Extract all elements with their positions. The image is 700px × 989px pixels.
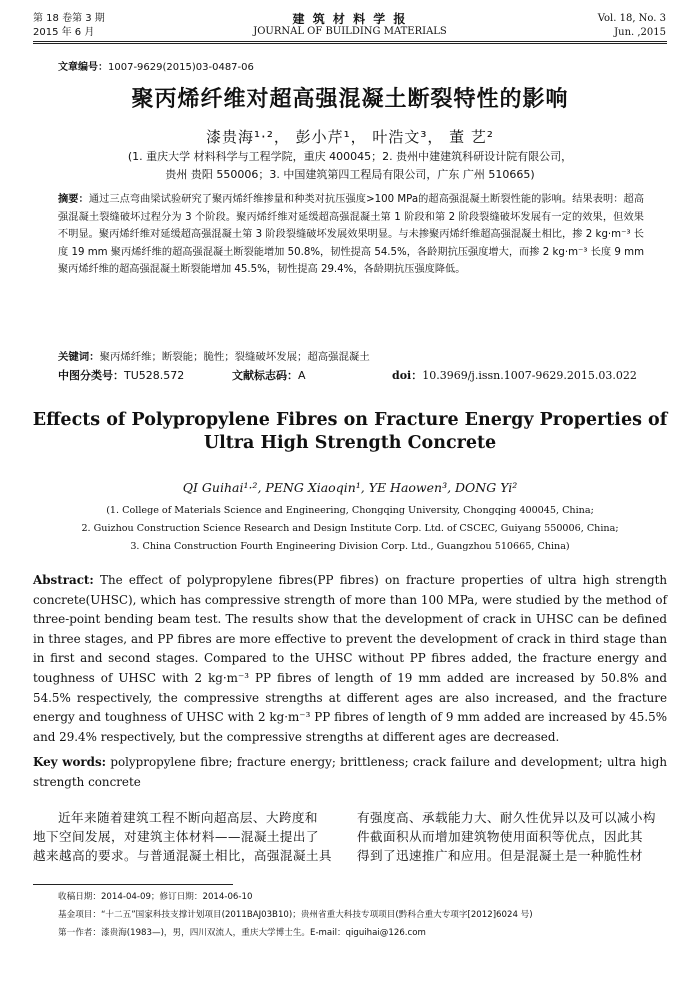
keywords-cn <box>58 348 370 363</box>
keywords-en <box>33 753 667 792</box>
keywords-en-text: polypropylene fibre; fracture energy; brittleness; crack failure and development; ultra high strength concrete <box>33 755 667 789</box>
affiliation-en-2: 2. Guizhou Construction Science Research and Design Institute Corp. Ltd. of CSCEC, Guiyang 550006, China; <box>81 523 619 534</box>
header-journal-en: JOURNAL OF BUILDING MATERIALS <box>253 26 447 37</box>
title-cn: 聚丙烯纤维对超高强混凝土断裂特性的影响 <box>131 87 569 112</box>
body-left-line-2: 地下空间发展，对建筑主体材料——混凝土提出了 <box>33 829 319 844</box>
header-rule-2 <box>33 43 667 44</box>
body-left-line-3: 越来越高的要求。与普通混凝土相比，高强混凝土具 <box>33 848 332 863</box>
header-date-cn: 2015 年 6 月 <box>33 27 95 38</box>
footnote-author: 第一作者：漆贵海(1983—)，男，四川双流人，重庆大学博士生。E-mail：qiguihai@126.com <box>58 928 426 938</box>
doc-code-value: A <box>298 369 306 382</box>
keywords-cn-text: 聚丙烯纤维；断裂能；脆性；裂缝破坏发展；超高强混凝土 <box>99 351 370 363</box>
affiliation-en-3: 3. China Construction Fourth Engineering Division Corp. Ltd., Guangzhou 510665, China) <box>130 541 570 552</box>
clc-value: TU528.572 <box>124 369 185 382</box>
doc-code <box>232 367 306 383</box>
doc-code-label: 文献标志码： <box>232 369 298 382</box>
doi-label: doi： <box>392 369 423 382</box>
header-volume-cn: 第 18 卷第 3 期 <box>33 13 105 24</box>
article-id-value: 1007-9629(2015)03-0487-06 <box>108 62 254 73</box>
abstract-en-text: The effect of polypropylene fibres(PP fibres) on fracture properties of ultra high strength concrete(UHSC), which has compressive strength of more than 100 MPa, were studied by the method of three-point bending beam test. The results show that the development of crack in UHSC can be defined in three stages, and PP fibres are more effective to prevent the development of crack in third stage than in first and second stages. Compared to the UHSC without PP fibres added, the fracture energy and toughness of UHSC with 2 kg·m⁻³ PP fibres of length of 19 mm added are increased by 50.8% and 54.5% respectively, the compressive strengths at different ages are also increased, and the fracture energy and toughness of UHSC with 2 kg·m⁻³ PP fibres of length of 9 mm added are increased by 45.5% and 29.4% respectively, but the compressive strengths at different ages are decreased. <box>33 573 668 744</box>
doi <box>392 367 637 383</box>
authors-en: QI Guihai¹·², PENG Xiaoqin¹, YE Haowen³, DONG Yi² <box>182 480 518 495</box>
header-volume-en: Vol. 18, No. 3 <box>597 13 666 24</box>
abstract-cn <box>58 191 644 279</box>
body-left-line-1: 近年来随着建筑工程不断向超高层、大跨度和 <box>58 810 318 825</box>
clc-number <box>58 367 184 383</box>
affiliation-cn-2: 贵州 贵阳 550006；3. 中国建筑第四工程局有限公司，广东 广州 510665) <box>165 168 535 181</box>
body-right-line-1: 有强度高、承载能力大、耐久性优异以及可以减小构 <box>357 810 656 825</box>
affiliation-cn-1: (1. 重庆大学 材料科学与工程学院，重庆 400045；2. 贵州中建建筑科研设计院有限公司， <box>127 150 573 163</box>
abstract-cn-text: 通过三点弯曲梁试验研究了聚丙烯纤维掺量和种类对抗压强度>100 MPa的超高强混凝土断裂性能的影响。结果表明：超高强混凝土裂缝破坏过程分为 3 个阶段。聚丙烯纤维对延缓超高强混凝土第 1 阶段和第 2 阶段裂缝破坏发展有一定的效果，但效果不明显。聚丙烯纤维对延缓超高强混凝土第 3 阶段裂缝破坏发展效果明显。与未掺聚丙烯纤维超高强混凝土相比，掺 2 kg·m⁻³ 长度 19 mm 聚丙烯纤维的超高强混凝土断裂能增加 50.8%，韧性提高 54.5%，各龄期抗压强度增大，而掺 2 kg·m⁻³ 长度 9 mm 聚丙烯纤维的超高强混凝土断裂能增加 45.5%，韧性提高 29.4%，各龄期抗压强度降低。 <box>58 194 644 276</box>
body-right-line-3: 得到了迅速推广和应用。但是混凝土是一种脆性材 <box>357 848 643 863</box>
doi-value: 10.3969/j.issn.1007-9629.2015.03.022 <box>422 369 637 382</box>
article-id <box>58 58 254 73</box>
header-rule <box>33 41 667 42</box>
body-column-left <box>33 808 339 865</box>
authors-cn: 漆贵海¹·²， 彭小芹¹， 叶浩文³， 董 艺² <box>206 128 494 146</box>
article-id-label: 文章编号： <box>58 62 108 73</box>
footnote-dates: 收稿日期：2014-04-09；修订日期：2014-06-10 <box>58 892 253 902</box>
abstract-en <box>33 571 667 747</box>
keywords-en-label: Key words: <box>33 755 107 769</box>
body-column-right <box>357 808 667 865</box>
abstract-en-label: Abstract: <box>33 573 94 587</box>
title-en-line-1: Effects of Polypropylene Fibres on Fracture Energy Properties of <box>32 410 668 430</box>
title-en-line-2: Ultra High Strength Concrete <box>203 433 497 453</box>
header-date-en: Jun. ,2015 <box>614 27 666 38</box>
body-right-line-2: 件截面积从而增加建筑物使用面积等优点，因此其 <box>357 829 643 844</box>
affiliation-en-1: (1. College of Materials Science and Engineering, Chongqing University, Chongqing 400045, China; <box>106 505 594 516</box>
clc-label: 中图分类号： <box>58 369 124 382</box>
footnote-fund: 基金项目：“十二五”国家科技支撑计划项目(2011BAJ03B10)；贵州省重大科技专项项目(黔科合重大专项字[2012]6024 号) <box>58 910 533 920</box>
footnote-rule <box>33 884 233 885</box>
abstract-cn-label: 摘要： <box>58 194 89 205</box>
header-journal-cn: 建 筑 材 料 学 报 <box>292 12 408 26</box>
keywords-cn-label: 关键词： <box>58 351 100 363</box>
